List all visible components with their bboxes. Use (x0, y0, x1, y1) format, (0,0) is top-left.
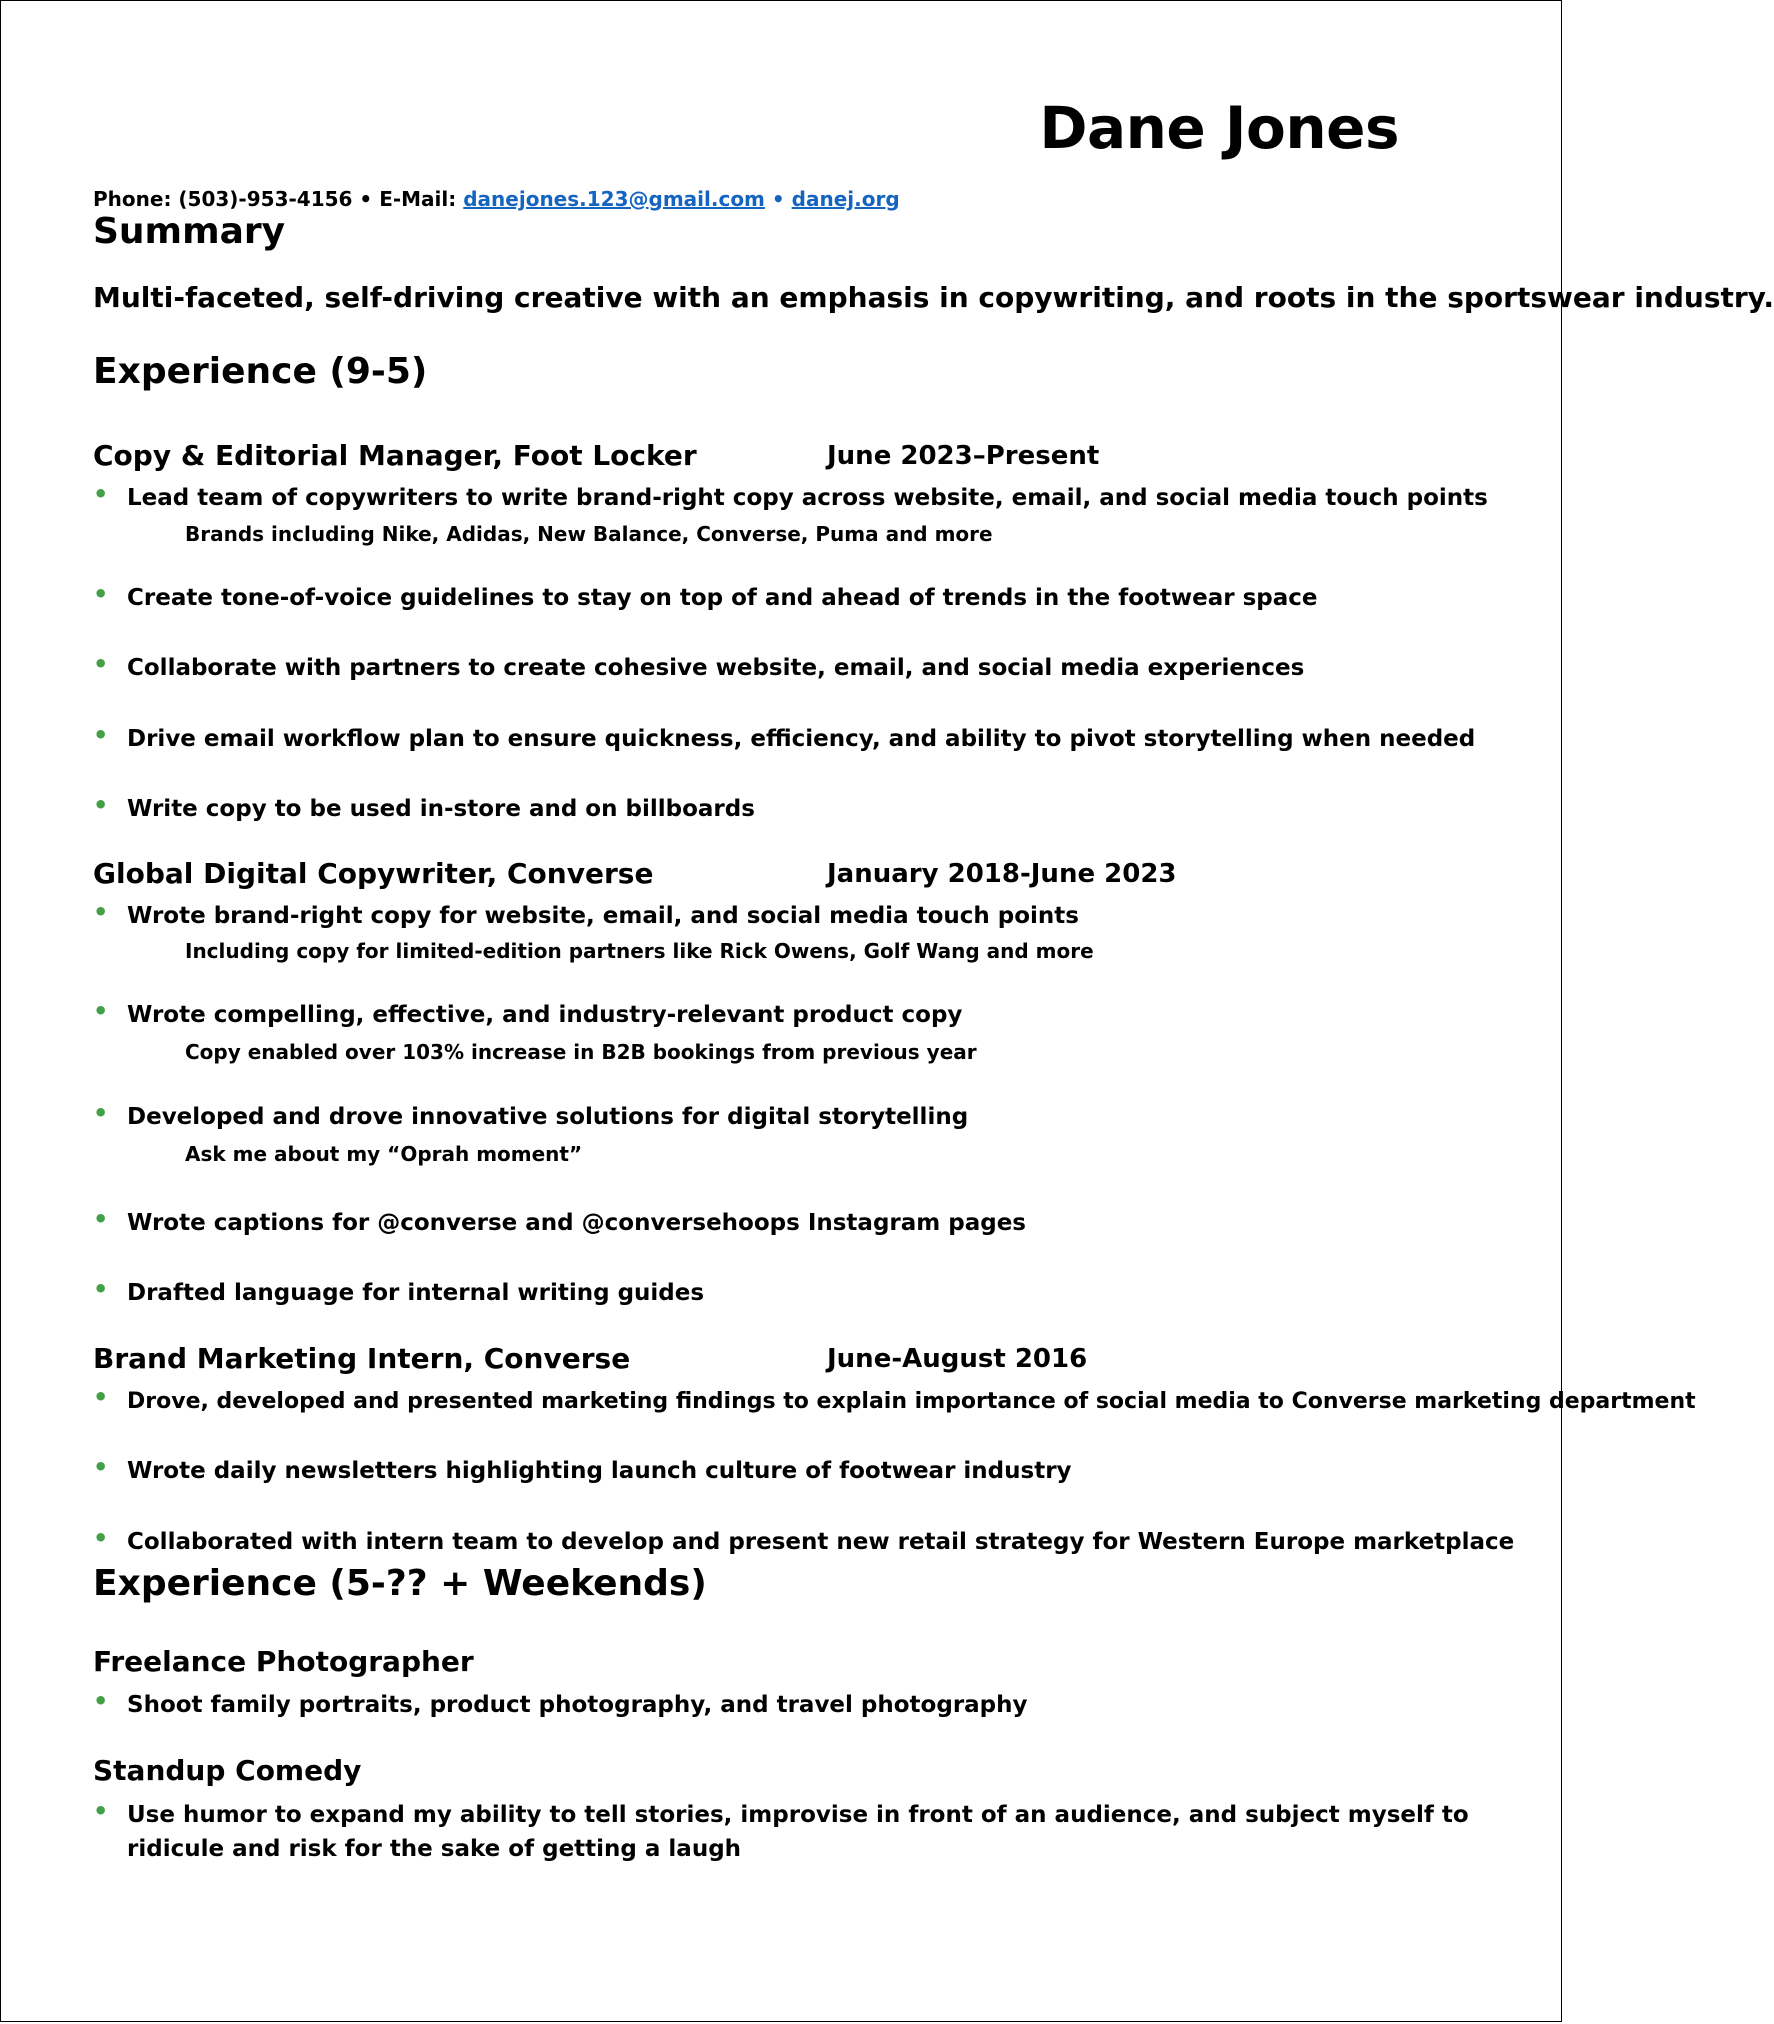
job-title: Standup Comedy (93, 1754, 362, 1787)
bullet-icon: • (93, 580, 109, 608)
email-label: E-Mail: (379, 187, 457, 211)
bullet-text: Collaborated with intern team to develop and present new retail strategy for Western Europe marketplace (127, 1529, 1515, 1555)
email-link[interactable]: danejones.123@gmail.com (463, 187, 765, 211)
bullet-subtext: Including copy for limited-edition partners like Rick Owens, Golf Wang and more (185, 939, 1094, 963)
bullet-icon: • (93, 1687, 109, 1715)
experience-heading: Experience (9-5) (93, 351, 428, 392)
bullet-text: Wrote compelling, effective, and industry-relevant product copy (127, 1002, 963, 1028)
summary-text: Multi-faceted, self-driving creative with an emphasis in copywriting, and roots in the sportswear industry. (93, 281, 1774, 314)
list-item (93, 1453, 1072, 1484)
list-item (93, 1798, 1493, 1866)
list-item (93, 1524, 1515, 1555)
bullet-icon: • (93, 1453, 109, 1481)
bullet-text: Wrote captions for @converse and @conversehoops Instagram pages (127, 1210, 1026, 1236)
bullet-icon: • (93, 1275, 109, 1303)
job-dates: January 2018-June 2023 (827, 859, 1177, 889)
job-title: Brand Marketing Intern, Converse (93, 1342, 631, 1375)
bullet-text: Use humor to expand my ability to tell stories, improvise in front of an audience, and subject myself to ridicule and risk for the sake of getting a laugh (127, 1802, 1469, 1862)
bullet-subtext: Brands including Nike, Adidas, New Balance, Converse, Puma and more (185, 522, 993, 546)
bullet-icon: • (93, 480, 109, 508)
list-item (93, 1099, 969, 1130)
bullet-subtext: Ask me about my “Oprah moment” (185, 1142, 583, 1166)
bullet-icon: • (93, 1383, 109, 1411)
list-item (93, 650, 1305, 681)
job-dates: June-August 2016 (827, 1344, 1088, 1374)
contact-separator: • (771, 187, 785, 211)
bullet-text: Wrote brand-right copy for website, email, and social media touch points (127, 903, 1079, 929)
bullet-icon: • (93, 791, 109, 819)
list-item (93, 480, 1488, 511)
job-title: Copy & Editorial Manager, Foot Locker (93, 439, 697, 472)
contact-separator: • (359, 187, 373, 211)
list-item (93, 580, 1318, 611)
bullet-icon: • (93, 898, 109, 926)
bullet-icon: • (93, 997, 109, 1025)
experience-weekends-heading: Experience (5-?? + Weekends) (93, 1563, 707, 1604)
bullet-text: Write copy to be used in-store and on billboards (127, 796, 755, 822)
bullet-icon: • (93, 721, 109, 749)
bullet-text: Collaborate with partners to create cohesive website, email, and social media experiences (127, 655, 1305, 681)
website-link[interactable]: danej.org (791, 187, 900, 211)
bullet-text: Lead team of copywriters to write brand-right copy across website, email, and social media touch points (127, 485, 1488, 511)
bullet-text: Wrote daily newsletters highlighting launch culture of footwear industry (127, 1458, 1072, 1484)
list-item (93, 1383, 1696, 1414)
page-title: Dane Jones (1039, 94, 1399, 162)
bullet-text: Shoot family portraits, product photography, and travel photography (127, 1692, 1028, 1718)
list-item (93, 721, 1476, 752)
job-title: Freelance Photographer (93, 1645, 474, 1678)
list-item (93, 791, 755, 822)
job-title: Global Digital Copywriter, Converse (93, 857, 654, 890)
bullet-icon: • (93, 1797, 109, 1825)
list-item (93, 997, 963, 1028)
bullet-icon: • (93, 1099, 109, 1127)
phone-number: Phone: (503)-953-4156 (93, 187, 353, 211)
bullet-text: Drafted language for internal writing guides (127, 1280, 705, 1306)
summary-heading: Summary (93, 211, 286, 252)
bullet-text: Create tone-of-voice guidelines to stay on top of and ahead of trends in the footwear space (127, 585, 1318, 611)
bullet-icon: • (93, 650, 109, 678)
list-item (93, 1205, 1026, 1236)
job-dates: June 2023–Present (827, 441, 1100, 471)
bullet-text: Drove, developed and presented marketing findings to explain importance of social media to Converse marketing department (127, 1389, 1696, 1414)
contact-line (93, 187, 900, 211)
list-item (93, 1687, 1028, 1718)
list-item (93, 1275, 705, 1306)
bullet-text: Developed and drove innovative solutions for digital storytelling (127, 1104, 969, 1130)
list-item (93, 898, 1079, 929)
bullet-subtext: Copy enabled over 103% increase in B2B bookings from previous year (185, 1040, 977, 1064)
bullet-icon: • (93, 1205, 109, 1233)
bullet-text: Drive email workflow plan to ensure quickness, efficiency, and ability to pivot storytelling when needed (127, 726, 1476, 752)
bullet-icon: • (93, 1524, 109, 1552)
